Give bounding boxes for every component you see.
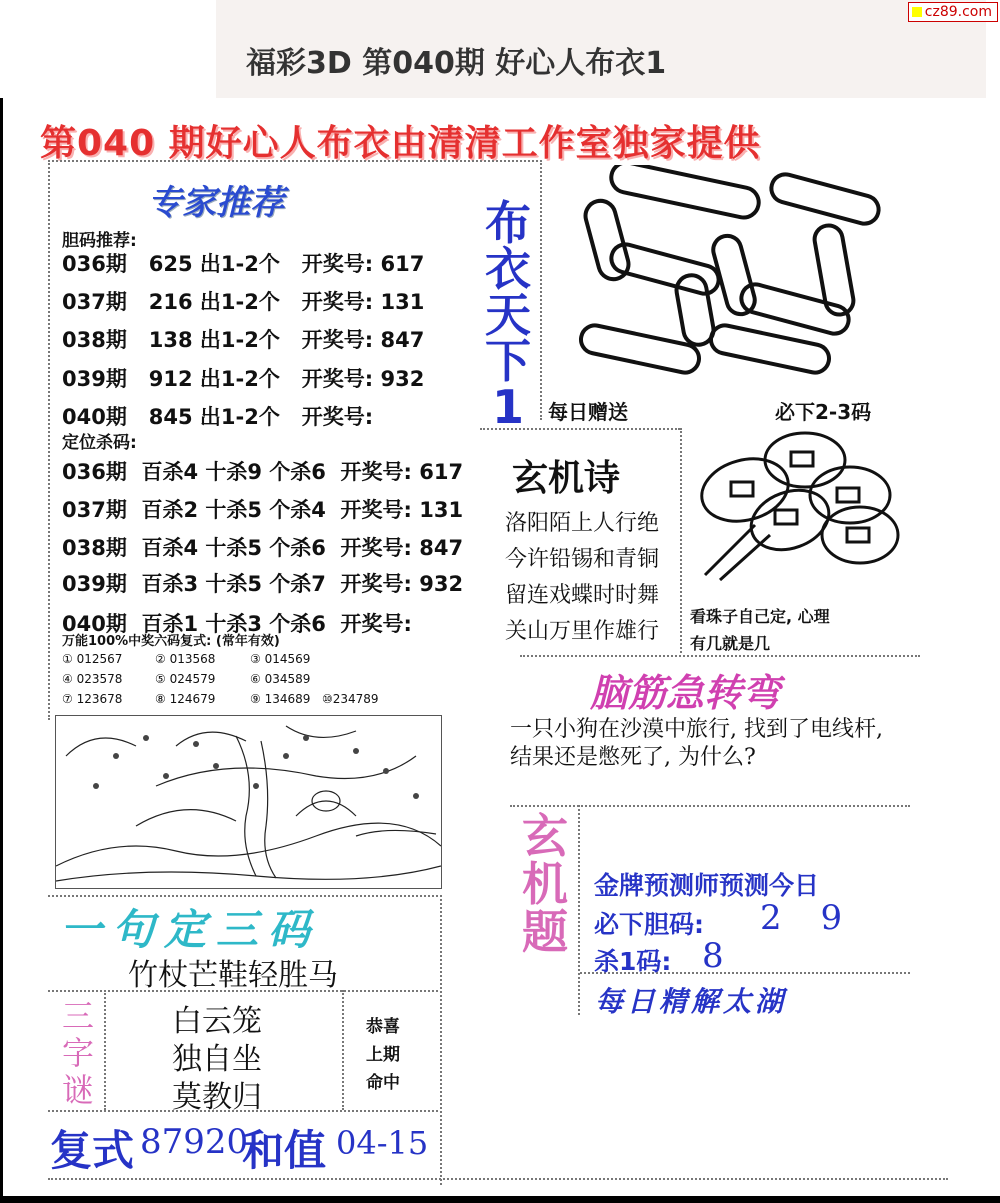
poem-line: 今许铅锡和青铜	[505, 547, 660, 572]
yiju-title: 一句定三码	[60, 905, 321, 954]
divider	[540, 160, 542, 420]
buyi-char: 天	[485, 288, 531, 342]
kill-label: 定位杀码:	[62, 433, 137, 453]
fushi-label: 复式	[50, 1126, 135, 1175]
xuanji-dan-label: 必下胆码:	[594, 910, 704, 939]
combo-item: ① 012567	[62, 652, 123, 666]
xuanji-char: 题	[522, 905, 568, 959]
kill-row: 040期 百杀1 十杀3 个杀6 开奖号:	[62, 612, 412, 636]
coins-caption: 看珠子自己定, 心理	[690, 607, 830, 626]
poem-line: 关山万里作雄行	[505, 619, 660, 644]
coins-image	[695, 430, 915, 590]
sanzimi-char: 三	[61, 997, 94, 1035]
congrats-text: 恭喜	[366, 1017, 400, 1037]
divider	[104, 990, 106, 1110]
sanzimi-line: 独自坐	[172, 1042, 262, 1077]
combo-item: ⑨ 134689	[250, 692, 311, 706]
badge-square-icon	[912, 7, 922, 17]
congrats-text: 上期	[366, 1045, 400, 1065]
combo-item: ③ 014569	[250, 652, 311, 666]
xuanji-dan-values: 2 9	[760, 898, 857, 938]
combo-item: ② 013568	[155, 652, 216, 666]
divider	[48, 1178, 948, 1180]
expert-title: 专家推荐	[148, 183, 284, 223]
congrats-text: 命中	[366, 1073, 400, 1093]
dan-row: 039期 912 出1-2个 开奖号: 932	[62, 367, 425, 391]
kill-row: 037期 百杀2 十杀5 个杀4 开奖号: 131	[62, 498, 464, 522]
yiju-text: 竹杖芒鞋轻胜马	[128, 958, 338, 993]
buyi-vertical-title	[478, 196, 538, 434]
combo-title: 万能100%中奖六码复式: (常年有效)	[62, 634, 280, 649]
combo-item: ⑦ 123678	[62, 692, 123, 706]
divider	[680, 428, 682, 653]
combo-item: ⑥ 034589	[250, 672, 311, 686]
daily-gift-label: 每日赠送	[548, 400, 628, 424]
dan-row: 037期 216 出1-2个 开奖号: 131	[62, 290, 425, 314]
xuanji-kill-value: 8	[702, 936, 724, 976]
fushi-value: 87920	[140, 1122, 249, 1162]
landscape-illustration	[55, 715, 442, 889]
divider	[48, 160, 50, 720]
riddle-title: 脑筋急转弯	[590, 671, 781, 715]
page-header	[216, 0, 986, 98]
combo-item: ⑩234789	[322, 692, 379, 706]
riddle-text: 一只小狗在沙漠中旅行, 找到了电线杆, 结果还是憋死了, 为什么?	[510, 717, 883, 770]
page-title: 福彩3D 第040期 好心人布衣1	[246, 46, 667, 81]
divider	[342, 990, 344, 1110]
sanzimi-line: 白云笼	[172, 1004, 262, 1039]
hezhi-value: 04-15	[336, 1124, 429, 1162]
combo-item: ⑧ 124679	[155, 692, 216, 706]
xuanji-kill-label: 杀1码:	[594, 947, 672, 976]
divider	[578, 805, 580, 1015]
poem-title: 玄机诗	[512, 458, 621, 499]
poem-line: 留连戏蝶时时舞	[505, 583, 660, 608]
sanzimi-line: 莫教归	[172, 1080, 262, 1115]
dan-row: 038期 138 出1-2个 开奖号: 847	[62, 328, 425, 352]
banner-title: 第040 期好心人布衣由清清工作室独家提供	[40, 123, 761, 164]
daily-gift-note: 必下2-3码	[775, 400, 872, 424]
site-badge-text: cz89.com	[924, 4, 992, 20]
coins-caption: 有几就是几	[690, 634, 771, 653]
xuanji-vertical-title	[515, 809, 575, 959]
combo-item: ⑤ 024579	[155, 672, 216, 686]
xuanji-footer: 每日精解太湖	[595, 985, 788, 1018]
daily-gift-image	[570, 165, 890, 385]
left-border	[0, 98, 3, 1203]
sanzimi-vertical-title	[54, 998, 102, 1109]
divider	[510, 805, 910, 807]
xuanji-char: 机	[522, 857, 568, 911]
divider	[48, 160, 538, 162]
xuanji-line: 金牌预测师预测今日	[594, 871, 820, 900]
dan-row: 040期 845 出1-2个 开奖号:	[62, 405, 374, 429]
divider	[440, 895, 442, 1185]
buyi-char: 下	[485, 334, 531, 388]
xuanji-char: 玄	[522, 809, 568, 863]
buyi-char: 衣	[485, 242, 531, 296]
dan-row: 036期 625 出1-2个 开奖号: 617	[62, 252, 425, 276]
bottom-border	[0, 1196, 1000, 1203]
buyi-char: 布	[485, 196, 531, 250]
sanzimi-char: 字	[61, 1034, 94, 1072]
divider	[520, 655, 920, 657]
site-badge[interactable]	[908, 2, 998, 22]
kill-row: 036期 百杀4 十杀9 个杀6 开奖号: 617	[62, 460, 464, 484]
kill-row: 039期 百杀3 十杀5 个杀7 开奖号: 932	[62, 572, 464, 596]
kill-row: 038期 百杀4 十杀5 个杀6 开奖号: 847	[62, 536, 464, 560]
poem-line: 洛阳陌上人行绝	[505, 511, 660, 536]
sanzimi-char: 谜	[61, 1071, 94, 1109]
dan-label: 胆码推荐:	[62, 231, 137, 251]
buyi-char: 1	[491, 380, 524, 434]
hezhi-label: 和值	[242, 1126, 327, 1175]
combo-item: ④ 023578	[62, 672, 123, 686]
